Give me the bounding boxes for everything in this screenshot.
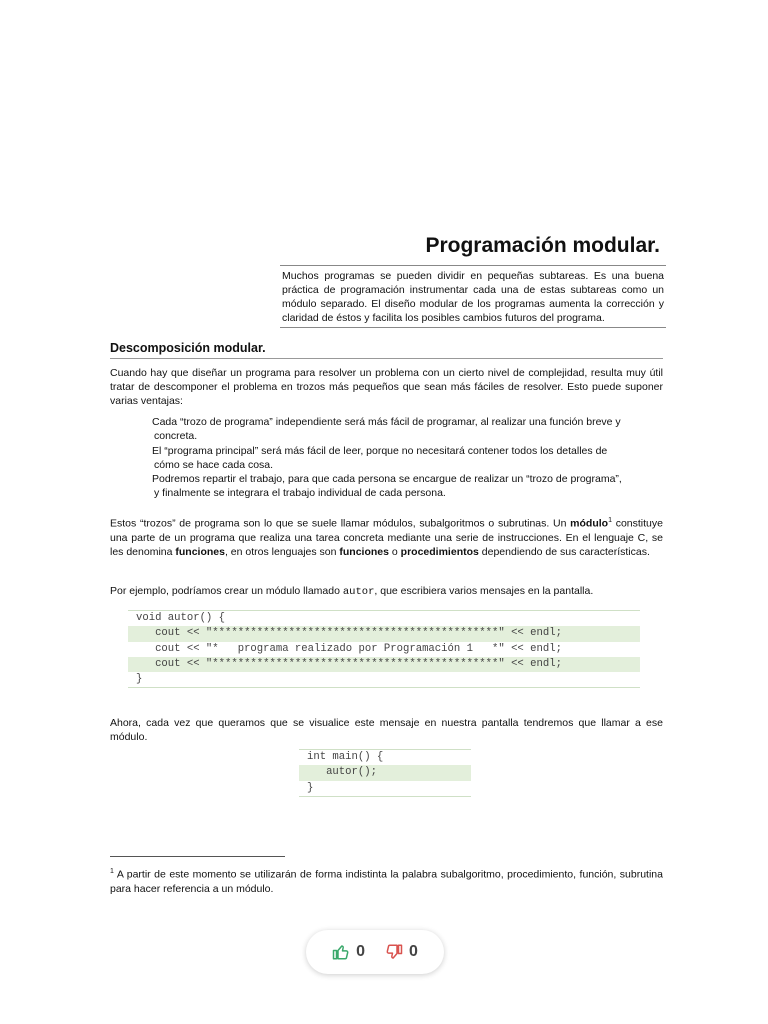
- page-title: Programación modular.: [425, 234, 660, 257]
- list-item: [152, 415, 662, 444]
- call-paragraph: Ahora, cada vez que queramos que se visualice este mensaje en nuestra pantalla tendremos que llamar a ese módulo.: [110, 717, 663, 743]
- list-item-line: Podremos repartir el trabajo, para que cada persona se encargue de realizar un “trozo de programa”,: [152, 473, 622, 486]
- intro-paragraph: Cuando hay que diseñar un programa para resolver un problema con un cierto nivel de complejidad, resulta muy útil tratar de descomponer el problema en trozos más pequeños que sean más fáciles de resolver. Esto puede suponer varias ventajas:: [110, 367, 663, 407]
- list-item-line: Cada “trozo de programa” independiente será más fácil de programar, al realizar una función breve y: [152, 416, 621, 428]
- list-item: [152, 444, 662, 473]
- list-item-line: y finalmente se integrara el trabajo individual de cada persona.: [154, 487, 446, 500]
- downvote-button[interactable]: [385, 943, 418, 961]
- vote-bar: [306, 930, 444, 974]
- footnote-text: A partir de este momento se utilizarán de forma indistinta la palabra subalgoritmo, procedimiento, función, subrutina para hacer referencia a un módulo.: [110, 868, 663, 895]
- text-run: Por ejemplo, podríamos crear un módulo llamado: [110, 585, 343, 597]
- list-item-line: cómo se hace cada cosa.: [154, 458, 274, 471]
- thumbs-up-icon: [332, 943, 350, 961]
- text-run: Estos “trozos” de programa son lo que se suele llamar módulos, subalgoritmos o subrutinas. Un: [110, 517, 571, 530]
- footnote-ref[interactable]: 1: [608, 517, 612, 524]
- code-block-autor: [128, 610, 640, 688]
- code-line: cout << "*********************************************" << endl;: [128, 657, 640, 672]
- text-run: dependiendo de sus características.: [478, 545, 650, 558]
- modules-paragraph: [110, 514, 663, 559]
- text-run: , que escribiera varios mensajes en la pantalla.: [374, 585, 594, 597]
- inline-code: autor: [342, 586, 375, 598]
- section-heading: Descomposición modular.: [110, 341, 663, 359]
- downvote-count: 0: [409, 943, 418, 960]
- bold-term: módulo: [570, 517, 609, 530]
- code-block-main: [299, 749, 471, 797]
- example-paragraph: [110, 584, 663, 599]
- code-line: cout << "*********************************************" << endl;: [128, 626, 640, 641]
- abstract-box: Muchos programas se pueden dividir en pequeñas subtareas. Es una buena práctica de programación instrumentar cada una de estas subtareas como un módulo separado. El diseño modular de los programas aumenta la corrección y claridad de éstos y facilita los posibles cambios futuros del programa.: [280, 265, 666, 328]
- footnote-marker: 1: [110, 868, 114, 875]
- advantages-list: [152, 415, 662, 501]
- bold-term: procedimientos: [400, 545, 479, 558]
- text-run: constituye una parte de un programa que realiza una tarea concreta mediante una serie de instrucciones. En el lenguaje C, se les denomina: [110, 517, 663, 558]
- code-line: cout << "* programa realizado por Programación 1 *" << endl;: [136, 642, 562, 655]
- upvote-button[interactable]: [332, 943, 365, 961]
- footnote-divider: [110, 856, 285, 857]
- footnote: [110, 865, 663, 896]
- text-run: , en otros lenguajes son: [224, 545, 340, 558]
- bold-term: funciones: [175, 545, 225, 558]
- bold-term: funciones: [339, 545, 389, 558]
- code-line: void autor() {: [136, 612, 226, 624]
- list-item-line: concreta.: [154, 430, 198, 443]
- list-item-line: El “programa principal” será más fácil de leer, porque no necesitará contener todos los detalles de: [152, 444, 608, 457]
- code-line: }: [136, 673, 143, 686]
- code-line: int main() {: [307, 751, 384, 763]
- text-run: o: [388, 545, 401, 558]
- code-line: }: [307, 781, 314, 794]
- thumbs-down-icon: [385, 943, 403, 961]
- list-item: [152, 472, 662, 501]
- upvote-count: 0: [356, 943, 365, 960]
- code-line: autor();: [299, 765, 471, 780]
